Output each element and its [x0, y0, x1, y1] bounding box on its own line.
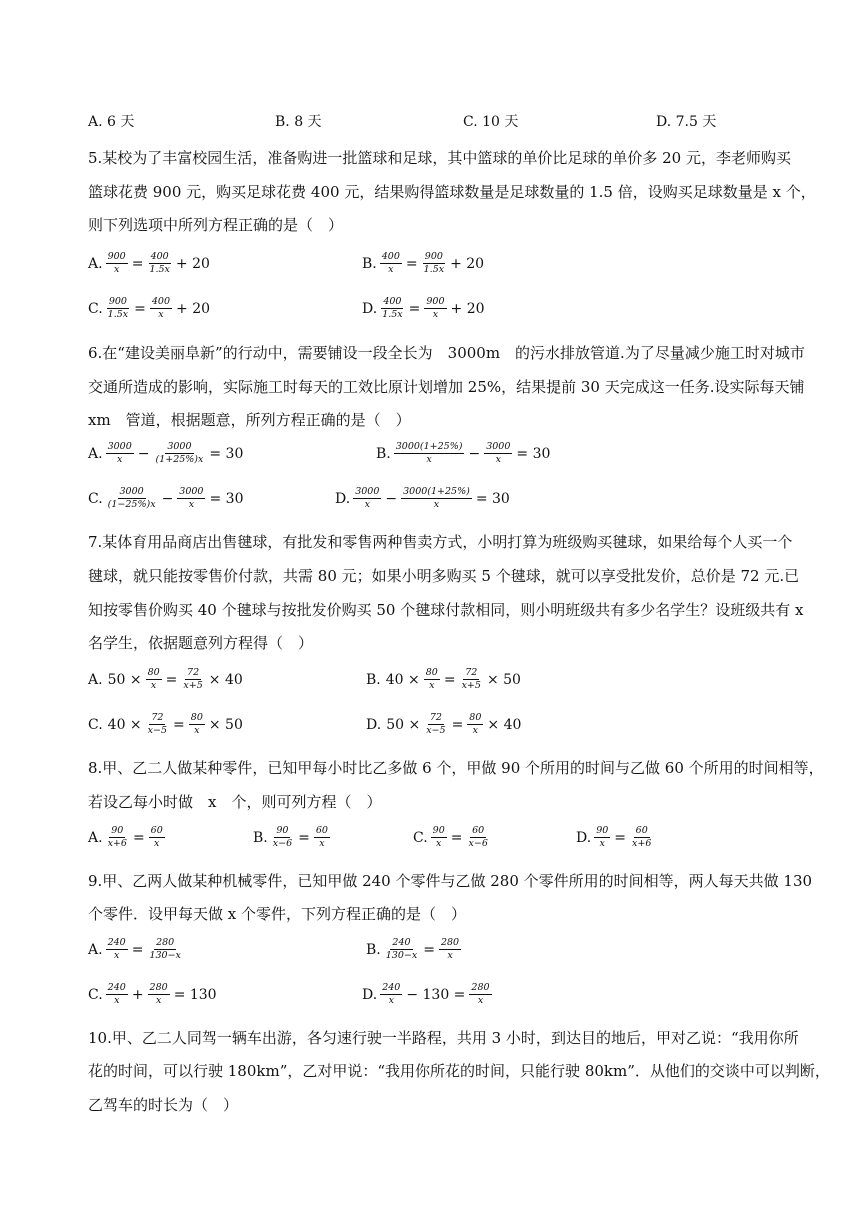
formula-operator: =: [173, 716, 185, 733]
q9-option-c: [88, 983, 220, 1006]
fraction: [401, 487, 472, 510]
fraction-denominator: x: [113, 950, 120, 961]
q4-option-b: B. 8 天: [275, 114, 322, 130]
q5-stem-line: 则下列选项中所列方程正确的是（ ）: [88, 216, 344, 234]
option-label: D.: [335, 490, 351, 507]
fraction-denominator: x: [114, 995, 120, 1006]
q8-stem-line: 8.甲、乙二人做某种零件，已知甲每小时比乙多做 6 个，甲做 90 个所用的时间与乙做 60 个所用的时间相等，: [88, 759, 824, 777]
fraction-denominator: 1.5x: [149, 264, 170, 275]
fraction: [177, 487, 205, 510]
formula-operator: −: [385, 490, 398, 507]
option-label: C.: [88, 300, 103, 317]
fraction-numerator: 900: [424, 251, 443, 262]
fraction-denominator: x−5: [426, 725, 446, 736]
formula-operator: −: [468, 445, 481, 462]
fraction-denominator: x: [426, 454, 432, 465]
fraction: [189, 713, 205, 736]
option-label: D.: [576, 829, 592, 846]
fraction-denominator: x: [116, 454, 123, 465]
formula-operator: =: [131, 941, 144, 958]
fraction: [469, 983, 491, 1006]
fraction-numerator: 80: [147, 667, 160, 678]
fraction-numerator: 60: [472, 825, 485, 836]
q7-option-d: [366, 713, 524, 736]
fraction-numerator: 3000(1+25%): [395, 441, 463, 452]
formula-operator: − 130 =: [406, 986, 466, 1003]
fraction: [106, 297, 130, 320]
fraction-numerator: 400: [150, 251, 169, 262]
option-label: B.: [376, 445, 391, 462]
formula-operator: + 20: [175, 255, 210, 272]
option-label: D.: [362, 986, 378, 1003]
fraction: [380, 297, 404, 320]
option-label: C.: [88, 986, 103, 1003]
fraction-denominator: x: [150, 680, 157, 691]
fraction: [424, 713, 447, 736]
fraction: [147, 252, 171, 275]
formula-operator: = 30: [209, 445, 244, 462]
fraction-numerator: 280: [471, 982, 490, 993]
formula-operator: 50 ×: [386, 716, 421, 733]
q6-stem-line: 交通所造成的影响，实际施工时每天的工效比原计划增加 25%，结果提前 30 天完成这一任务.设实际每天铺: [88, 378, 805, 396]
q7-stem-line: 7.某体育用品商店出售毽球，有批发和零售两种售卖方式，小明打算为班级购买毽球，如果给每个人买一个: [88, 533, 793, 551]
formula-operator: × 50: [486, 671, 521, 688]
fraction-numerator: 240: [107, 982, 126, 993]
formula-operator: =: [131, 255, 144, 272]
fraction-denominator: x: [436, 838, 442, 849]
fraction-numerator: 280: [149, 982, 168, 993]
fraction-numerator: 900: [107, 251, 126, 262]
fraction-denominator: 1.5x: [423, 264, 445, 275]
fraction-denominator: x+5: [183, 680, 203, 691]
fraction: [147, 938, 182, 961]
fraction-denominator: x: [477, 995, 484, 1006]
q9-stem-line: 个零件．设甲每天做 x 个零件，下列方程正确的是（ ）: [88, 905, 466, 923]
option-label: A.: [88, 941, 103, 958]
option-label: D.: [362, 300, 378, 317]
fraction-denominator: x: [388, 995, 394, 1006]
q8-option-a: [88, 826, 166, 849]
fraction-denominator: x: [194, 725, 200, 736]
q9-stem-line: 9.甲、乙两人做某种机械零件，已知甲做 240 个零件与乙做 280 个零件所用的时间相等，两人每天共做 130: [88, 872, 813, 890]
fraction-numerator: 80: [469, 712, 482, 723]
fraction-numerator: 90: [596, 825, 609, 836]
formula-operator: =: [405, 255, 418, 272]
option-label: C.: [88, 716, 103, 733]
fraction: [150, 297, 172, 320]
fraction: [314, 826, 330, 849]
fraction-numerator: 3000: [107, 441, 132, 452]
option-label: C.: [413, 829, 428, 846]
fraction-numerator: 280: [156, 937, 175, 948]
fraction-denominator: x: [472, 725, 479, 736]
fraction-numerator: 72: [187, 667, 200, 678]
fraction-numerator: 80: [425, 667, 438, 678]
option-label: A.: [88, 829, 103, 846]
fraction-numerator: 3000: [179, 486, 204, 497]
formula-operator: =: [450, 829, 463, 846]
fraction-denominator: x: [154, 838, 160, 849]
formula-operator: =: [443, 671, 456, 688]
fraction-numerator: 3000: [355, 486, 380, 497]
fraction-denominator: x−5: [147, 725, 168, 736]
fraction: [439, 938, 461, 961]
fraction-denominator: x: [364, 499, 370, 510]
q10-stem-line: 花的时间，可以行驶 180km”，乙对甲说：“我用你所花的时间，只能行驶 80km”．从他们的交谈中可以判断，: [88, 1062, 830, 1080]
fraction-numerator: 240: [107, 937, 126, 948]
fraction-denominator: x+5: [461, 680, 481, 691]
q7-stem-line: 毽球，就只能按零售价付款，共需 80 元；如果小明多购买 5 个毽球，就可以享受批发价，总价是 72 元.已: [88, 567, 800, 585]
q8-option-b: [253, 826, 331, 849]
q7-stem-line: 名学生，依据题意列方程得（ ）: [88, 634, 314, 652]
fraction-numerator: 3000: [119, 486, 144, 497]
q5-stem-line: 篮球花费 900 元，购买足球花费 400 元，结果购得篮球数量是足球数量的 1.5 倍，设购买足球数量是 x 个，: [88, 183, 816, 201]
fraction: [106, 252, 128, 275]
q4-option-c: C. 10 天: [463, 114, 519, 130]
q4-option-d: D. 7.5 天: [656, 114, 717, 130]
formula-operator: = 30: [516, 445, 551, 462]
fraction-numerator: 60: [315, 825, 328, 836]
option-label: B.: [362, 255, 377, 272]
q10-stem-line: 10.甲、乙二人同驾一辆车出游，各匀速行驶一半路程，共用 3 小时，到达目的地后，甲对乙说：“我用你所: [88, 1029, 799, 1047]
formula-operator: + 20: [450, 255, 485, 272]
q6-option-a: [88, 442, 246, 465]
fraction: [380, 252, 402, 275]
formula-operator: =: [614, 829, 627, 846]
fraction-numerator: 3000(1+25%): [403, 486, 470, 497]
fraction-denominator: x: [432, 309, 439, 320]
formula-operator: =: [408, 300, 421, 317]
fraction-denominator: x: [495, 454, 501, 465]
fraction-numerator: 900: [108, 296, 127, 307]
fraction-numerator: 60: [150, 825, 163, 836]
q5-option-b: [362, 252, 487, 275]
formula-operator: =: [132, 829, 145, 846]
q7-option-b: [366, 668, 524, 691]
formula-operator: = 130: [173, 986, 217, 1003]
fraction: [146, 713, 169, 736]
fraction: [594, 826, 610, 849]
formula-operator: × 40: [487, 716, 522, 733]
fraction: [394, 442, 465, 465]
fraction-denominator: x: [319, 838, 325, 849]
fraction: [431, 826, 447, 849]
fraction: [148, 983, 170, 1006]
fraction: [630, 826, 653, 849]
fraction-denominator: x: [599, 838, 605, 849]
q5-option-d: [362, 297, 488, 320]
fraction-denominator: x−6: [468, 838, 488, 849]
fraction: [380, 983, 402, 1006]
fraction: [149, 826, 165, 849]
formula-operator: =: [165, 671, 178, 688]
fraction-numerator: 90: [432, 825, 445, 836]
fraction: [467, 826, 490, 849]
formula-operator: 40 ×: [107, 716, 142, 733]
formula-operator: + 20: [176, 300, 211, 317]
formula-operator: 50 ×: [107, 671, 142, 688]
formula-operator: =: [134, 300, 146, 317]
fraction: [424, 297, 446, 320]
formula-operator: = 30: [475, 490, 510, 507]
fraction: [153, 442, 205, 465]
fraction-denominator: x−6: [272, 838, 293, 849]
option-label: C.: [88, 490, 103, 507]
fraction: [424, 668, 440, 691]
fraction: [106, 826, 129, 849]
fraction-numerator: 72: [429, 712, 442, 723]
fraction-numerator: 900: [426, 296, 445, 307]
formula-operator: =: [451, 716, 464, 733]
fraction: [467, 713, 483, 736]
q6-option-b: [376, 442, 553, 465]
fraction-denominator: 1.5x: [382, 309, 403, 320]
formula-operator: −: [137, 445, 150, 462]
fraction-denominator: 130−x: [149, 950, 181, 961]
formula-operator: = 30: [209, 490, 244, 507]
formula-operator: −: [161, 490, 174, 507]
fraction-denominator: x: [188, 499, 195, 510]
q8-option-d: [576, 826, 654, 849]
fraction: [271, 826, 294, 849]
fraction-numerator: 72: [151, 712, 164, 723]
fraction: [146, 668, 162, 691]
q7-option-c: [88, 713, 246, 736]
fraction-denominator: x+6: [107, 838, 127, 849]
fraction-denominator: x: [429, 680, 435, 691]
fraction-denominator: x: [155, 995, 162, 1006]
q6-option-c: [88, 487, 246, 510]
fraction-denominator: x+6: [632, 838, 652, 849]
formula-operator: 40 ×: [385, 671, 420, 688]
q6-stem-line: xm 管道，根据题意，所列方程正确的是（ ）: [88, 411, 411, 429]
fraction-numerator: 400: [383, 296, 402, 307]
fraction-numerator: 3000: [167, 441, 192, 452]
fraction-denominator: x: [388, 264, 394, 275]
fraction: [106, 938, 128, 961]
q8-option-c: [413, 826, 491, 849]
fraction-numerator: 90: [111, 825, 124, 836]
q8-stem-line: 若设乙每小时做 x 个，则可列方程（ ）: [88, 793, 382, 811]
fraction-denominator: x: [158, 309, 164, 320]
fraction: [106, 487, 158, 510]
option-label: B.: [253, 829, 268, 846]
fraction: [460, 668, 483, 691]
q9-option-a: [88, 938, 184, 961]
option-label: A.: [88, 255, 103, 272]
fraction: [353, 487, 381, 510]
q6-stem-line: 6.在“建设美丽阜新”的行动中，需要铺设一段全长为 3000m 的污水排放管道.为了尽量减少施工时对城市: [88, 344, 805, 362]
formula-operator: × 40: [208, 671, 243, 688]
fraction-denominator: x: [433, 499, 440, 510]
fraction: [484, 442, 512, 465]
fraction-denominator: x: [113, 264, 120, 275]
formula-operator: × 50: [208, 716, 243, 733]
fraction: [384, 938, 419, 961]
fraction-numerator: 400: [151, 296, 171, 307]
fraction-numerator: 280: [440, 937, 460, 948]
fraction-numerator: 240: [392, 937, 411, 948]
fraction-numerator: 72: [465, 667, 478, 678]
fraction: [422, 252, 446, 275]
fraction-denominator: (1−25%)x: [107, 499, 156, 510]
option-label: B.: [366, 941, 381, 958]
fraction: [106, 442, 134, 465]
fraction-denominator: x: [447, 950, 453, 961]
q5-option-a: [88, 252, 213, 275]
q7-stem-line: 知按零售价购买 40 个毽球与按批发价购买 50 个毽球付款相同，则小明班级共有多少名学生？设班级共有 x: [88, 601, 804, 619]
fraction: [181, 668, 204, 691]
fraction-numerator: 400: [381, 251, 400, 262]
q10-stem-line: 乙驾车的时长为（ ）: [88, 1096, 239, 1114]
option-label: A.: [88, 671, 103, 688]
option-label: D.: [366, 716, 382, 733]
formula-operator: =: [298, 829, 310, 846]
fraction-denominator: 1.5x: [107, 309, 129, 320]
formula-operator: =: [423, 941, 435, 958]
q5-option-c: [88, 297, 213, 320]
fraction-numerator: 60: [635, 825, 648, 836]
fraction: [106, 983, 128, 1006]
q4-option-a: A. 6 天: [88, 114, 135, 130]
fraction-numerator: 3000: [486, 441, 511, 452]
option-label: A.: [88, 445, 103, 462]
fraction-denominator: 130−x: [385, 950, 418, 961]
fraction-numerator: 240: [382, 982, 401, 993]
option-label: B.: [366, 671, 381, 688]
q9-option-d: [362, 983, 493, 1006]
q6-option-d: [335, 487, 513, 510]
fraction-numerator: 80: [190, 712, 203, 723]
fraction-numerator: 90: [276, 825, 289, 836]
formula-operator: + 20: [450, 300, 485, 317]
q5-stem-line: 5.某校为了丰富校园生活，准备购进一批篮球和足球，其中篮球的单价比足球的单价多 20 元，李老师购买: [88, 149, 791, 167]
q7-option-a: [88, 668, 246, 691]
fraction-denominator: (1+25%)x: [155, 454, 204, 465]
formula-operator: +: [131, 986, 144, 1003]
q9-option-b: [366, 938, 462, 961]
